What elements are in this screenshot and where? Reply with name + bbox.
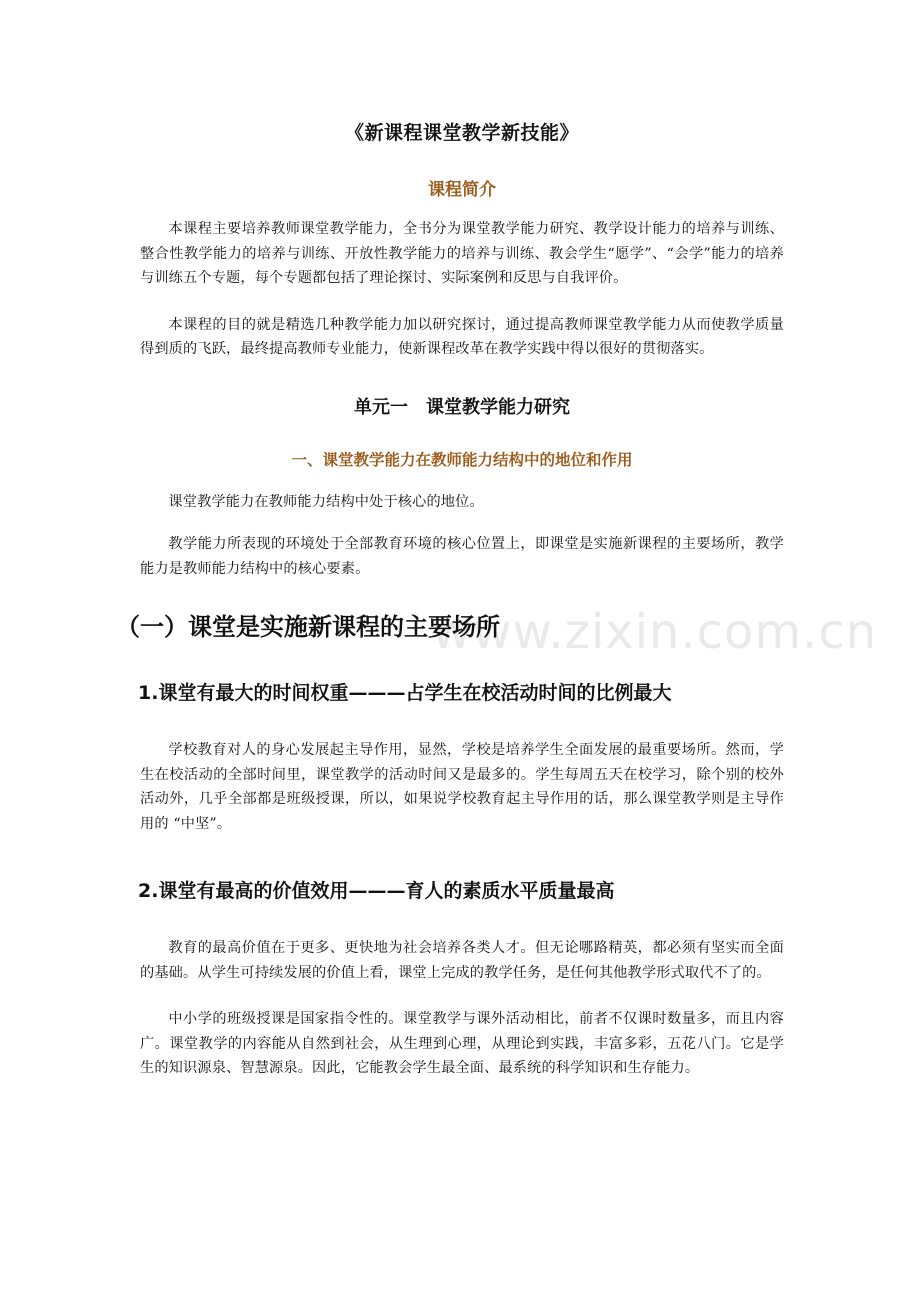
section-heading: 一、课堂教学能力在教师能力结构中的地位和作用 — [291, 449, 633, 469]
section-paragraph-2: 教学能力所表现的环境处于全部教育环境的核心位置上，即课堂是实施新课程的主要场所，教学能力是教师能力结构中的核心要素。 — [140, 536, 784, 577]
unit-heading: 单元一 课堂教学能力研究 — [354, 396, 570, 418]
point-2-paragraph-1: 教育的最高价值在于更多、更快地为社会培养各类人才。但无论哪路精英，都必须有坚实而全面的基础。从学生可持续发展的价值上看，课堂上完成的教学任务，是任何其他教学形式取代不了的。 — [140, 940, 784, 981]
point-2-paragraph-2: 中小学的班级授课是国家指令性的。课堂教学与课外活动相比，前者不仅课时数量多，而且内容广。课堂教学的内容能从自然到社会，从生理到心理，从理论到实践，丰富多彩，五花八门。它是学生的知识源泉、智慧源泉。因此，它能教会学生最全面、最系统的科学知识和生存能力。 — [140, 1011, 784, 1076]
watermark-text: www.zixin.com.cn — [432, 604, 878, 660]
point-1-paragraph: 学校教育对人的身心发展起主导作用，显然，学校是培养学生全面发展的最重要场所。然而，学生在校活动的全部时间里，课堂教学的活动时间又是最多的。学生每周五天在校学习，除个别的校外活动外，几乎全部都是班级授课，所以，如果说学校教育起主导作用的话，那么课堂教学则是主导作用的 “中坚”。 — [140, 742, 784, 832]
intro-paragraph-1: 本课程主要培养教师课堂教学能力，全书分为课堂教学能力研究、教学设计能力的培养与训练、整合性教学能力的培养与训练、开放性教学能力的培养与训练、教会学生“愿学”、“会学”能力的培养与训练五个专题，每个专题都包括了理论探讨、实际案例和反思与自我评价。 — [140, 221, 784, 286]
document-title: 《新课程课堂教学新技能》 — [344, 122, 579, 144]
point-1-heading: 1.课堂有最大的时间权重———占学生在校活动时间的比例最大 — [138, 682, 672, 704]
intro-heading: 课程简介 — [428, 180, 496, 200]
intro-paragraph-2: 本课程的目的就是精选几种教学能力加以研究探讨，通过提高教师课堂教学能力从而使教学质量得到质的飞跃，最终提高教师专业能力，使新课程改革在教学实践中得以很好的贯彻落实。 — [140, 316, 784, 357]
point-2-heading: 2.课堂有最高的价值效用———育人的素质水平质量最高 — [138, 880, 615, 902]
document-body — [116, 118, 784, 1103]
subsection-heading: （一）课堂是实施新课程的主要场所 — [116, 612, 500, 641]
section-paragraph-1: 课堂教学能力在教师能力结构中处于核心的地位。 — [168, 493, 484, 510]
